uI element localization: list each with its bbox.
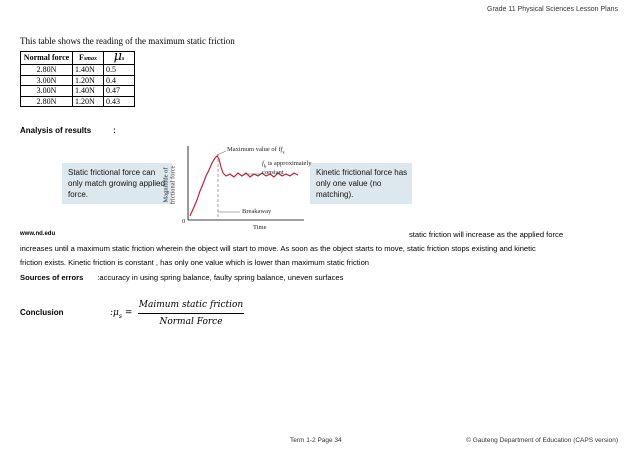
table-row (21, 75, 135, 85)
fk-rest: is approximately (266, 160, 312, 167)
cell-normal: 2.80N (21, 96, 73, 106)
intro-text: This table shows the reading of the maximum static friction (20, 36, 235, 46)
max-value-label: Maximum value of $ff_s$ (227, 146, 285, 156)
col-mu (104, 49, 135, 65)
cell-normal: 3.00N (21, 75, 73, 85)
footer-copyright: © Gauteng Department of Education (CAPS version) (466, 437, 618, 444)
conclusion-label: Conclusion (20, 308, 64, 317)
footer-page: Term 1-2 Page 34 (290, 437, 342, 444)
paragraph-line1: static friction will increase as the applied force (409, 230, 564, 239)
table-row (21, 96, 135, 106)
cell-fsmax: 1.20N (73, 96, 104, 106)
formula-lhs (110, 308, 132, 320)
kinetic-friction-callout: Kinetic frictional force has only one value (no matching). (310, 163, 412, 204)
formula-fraction (138, 298, 244, 329)
origin-label: 0 (182, 218, 186, 225)
col-fsmax-main: F (79, 52, 84, 62)
sources-of-errors (20, 273, 343, 282)
col-mu-sub: s (122, 56, 125, 62)
table-row (21, 65, 135, 75)
col-fsmax-sub: smax (83, 55, 97, 62)
y-axis-label-line1: Magnitude of (162, 167, 170, 203)
cell-mu: 0.47 (104, 86, 135, 96)
friction-table (20, 51, 135, 107)
fk-symbol: f (262, 160, 264, 167)
cell-fsmax: 1.20N (73, 75, 104, 85)
cell-mu: 0.4 (104, 75, 135, 85)
cell-mu: 0.43 (104, 96, 135, 106)
col-fsmax (73, 52, 104, 65)
max-pointer (217, 151, 226, 155)
table-row (21, 86, 135, 96)
fk-sub: k (263, 164, 267, 170)
static-friction-callout: Static frictional force can only match growing applied force. (62, 163, 172, 204)
col-mu-symbol: μ (113, 49, 123, 64)
max-value-text: Maximum value of f (227, 146, 281, 153)
paragraph-line3: friction exists. Kinetic friction is constant , has only one value which is lower than maximum static friction (20, 258, 370, 267)
formula-denominator: Normal Force (159, 317, 223, 327)
max-value-sub: s (282, 150, 285, 156)
page-header: Grade 11 Physical Sciences Lesson Plans (487, 6, 618, 13)
analysis-heading (20, 126, 116, 135)
cell-fsmax: 1.40N (73, 65, 104, 75)
cell-mu: 0.5 (104, 65, 135, 75)
cell-normal: 3.00N (21, 86, 73, 96)
sources-label: Sources of errors (20, 273, 84, 282)
cell-normal: 2.80N (21, 65, 73, 75)
cell-fsmax: 1.40N (73, 86, 104, 96)
formula-numerator: Maimum static friction (138, 300, 244, 310)
formula-mu: μ (113, 308, 119, 318)
paragraph-line2: increases until a maximum static friction wherein the object will start to move. As soon as the object starts to move, static friction stops existing and kinetic (20, 244, 536, 253)
formula-equals: = (122, 308, 133, 318)
y-axis-label (162, 160, 178, 205)
analysis-label: Analysis of results (20, 126, 92, 135)
formula-prefix: : (110, 308, 114, 318)
analysis-colon: : (113, 126, 116, 135)
breakaway-label: Breakaway (242, 208, 272, 215)
y-axis-label-line2: frictional force (169, 165, 177, 205)
sources-text: :accuracy in using spring balance, faulty spring balance, uneven surfaces (97, 273, 344, 282)
table-header-row (21, 52, 135, 65)
col-normal-force: Normal force (21, 52, 73, 65)
x-axis-label: Time (253, 224, 267, 231)
fraction-bar (138, 313, 244, 314)
formula-mu-sub: s (118, 312, 122, 320)
source-website: www.nd.edu (20, 231, 56, 237)
constant-label: constant (262, 169, 284, 176)
kinetic-label (262, 160, 311, 169)
